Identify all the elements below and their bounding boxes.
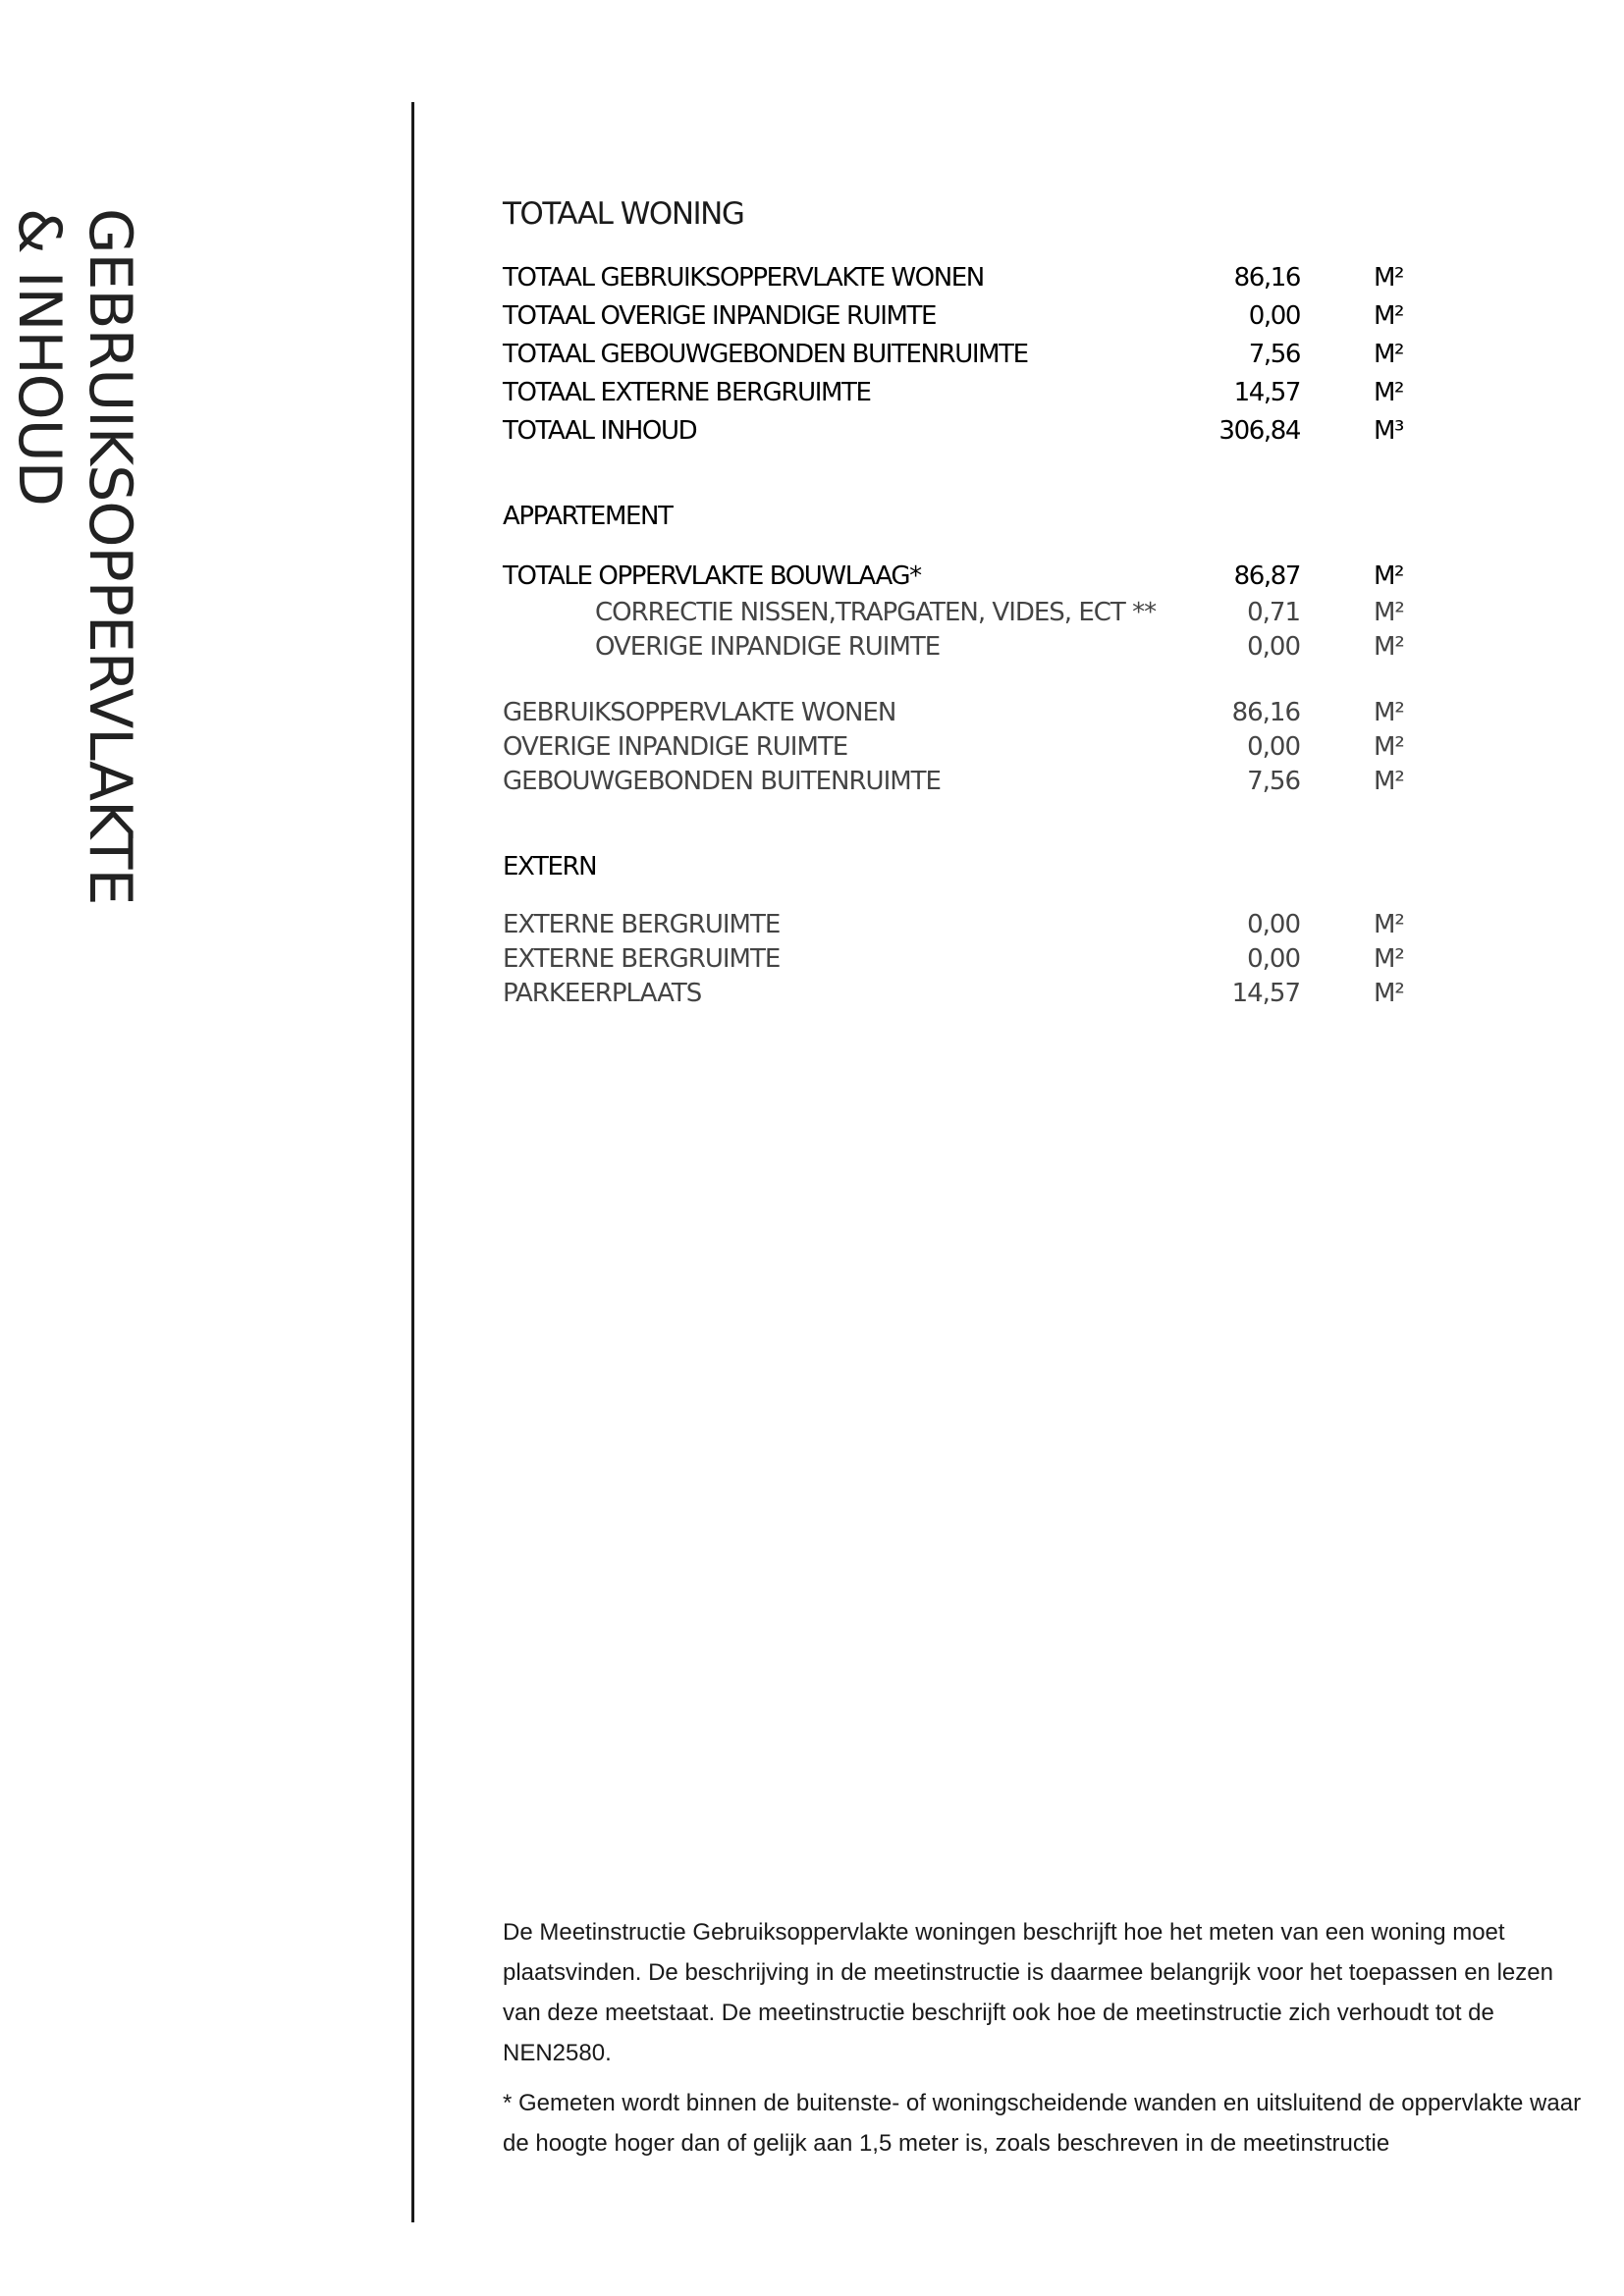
row-unit: M² — [1374, 732, 1404, 762]
table-row — [503, 696, 1406, 730]
row-label: EXTERNE BERGRUIMTE — [503, 944, 781, 974]
row-label: GEBOUWGEBONDEN BUITENRUIMTE — [503, 767, 941, 796]
note-meetinstructie: De Meetinstructie Gebruiksoppervlakte woningen beschrijft hoe het meten van een woning moet plaatsvinden. De beschrijving in de meetinstructie is daarmee belangrijk voor het toepassen en lezen van deze meetstaat. De meetinstructie beschrijft ook hoe de meetinstructie zich verhoudt tot de NEN2580. — [503, 1919, 1553, 2066]
side-title-line-2: & INHOUD — [5, 208, 74, 506]
vertical-divider — [411, 102, 414, 2222]
row-label: OVERIGE INPANDIGE RUIMTE — [595, 632, 941, 662]
row-label: TOTALE OPPERVLAKTE BOUWLAAG* — [503, 561, 921, 591]
correction-row — [503, 596, 1406, 630]
table-row — [503, 336, 1406, 374]
correction-row — [503, 630, 1406, 665]
row-label: PARKEERPLAATS — [503, 979, 702, 1008]
row-unit: M² — [1374, 263, 1404, 293]
row-label: TOTAAL GEBRUIKSOPPERVLAKTE WONEN — [503, 263, 984, 293]
row-unit: M² — [1374, 598, 1404, 627]
table-row — [503, 908, 1406, 942]
row-unit: M² — [1374, 340, 1404, 369]
row-label: CORRECTIE NISSEN,TRAPGATEN, VIDES, ECT ** — [595, 598, 1157, 627]
bouwlaag-row — [503, 558, 1406, 596]
row-value: 7,56 — [1247, 767, 1300, 796]
totaal-heading: TOTAAL WONING — [503, 196, 744, 232]
row-label: TOTAAL OVERIGE INPANDIGE RUIMTE — [503, 301, 937, 331]
row-value: 86,87 — [1233, 561, 1300, 591]
side-title — [4, 208, 145, 904]
totaal-table — [503, 259, 1406, 451]
row-value: 0,00 — [1247, 910, 1300, 939]
row-unit: M² — [1374, 767, 1404, 796]
row-value: 86,16 — [1233, 263, 1300, 293]
extern-heading-row — [503, 848, 1406, 886]
row-value: 0,00 — [1247, 944, 1300, 974]
row-unit: M² — [1374, 979, 1404, 1008]
row-value: 0,71 — [1247, 598, 1300, 627]
row-label: OVERIGE INPANDIGE RUIMTE — [503, 732, 848, 762]
side-title-line-1: GEBRUIKSOPPERVLAKTE — [76, 208, 144, 905]
row-value: 306,84 — [1218, 416, 1300, 446]
row-label: TOTAAL INHOUD — [503, 416, 697, 446]
row-unit: M² — [1374, 944, 1404, 974]
row-value: 0,00 — [1247, 632, 1300, 662]
row-unit: M² — [1374, 378, 1404, 407]
row-unit: M² — [1374, 698, 1404, 727]
row-label: GEBRUIKSOPPERVLAKTE WONEN — [503, 698, 896, 727]
row-value: 86,16 — [1231, 698, 1300, 727]
row-label: TOTAAL GEBOUWGEBONDEN BUITENRUIMTE — [503, 340, 1028, 369]
row-unit: M² — [1374, 632, 1404, 662]
row-unit: M³ — [1374, 416, 1404, 446]
row-value: 7,56 — [1248, 340, 1300, 369]
table-row — [503, 730, 1406, 765]
table-row — [503, 297, 1406, 336]
appartement-heading-row — [503, 498, 1406, 536]
table-row — [503, 374, 1406, 412]
table-row — [503, 765, 1406, 799]
row-label: TOTAAL EXTERNE BERGRUIMTE — [503, 378, 871, 407]
row-value: 14,57 — [1233, 378, 1300, 407]
measurement-content — [503, 196, 1406, 1011]
appartement-heading: APPARTEMENT — [503, 502, 673, 531]
note-footnote: * Gemeten wordt binnen de buitenste- of woningscheidende wanden en uitsluitend de oppervlakte waar de hoogte hoger dan of gelijk aan 1,5 meter is, zoals beschreven in de meetinstructie — [503, 2090, 1582, 2157]
table-row — [503, 942, 1406, 977]
row-unit: M² — [1374, 910, 1404, 939]
table-row — [503, 977, 1406, 1011]
row-unit: M² — [1374, 301, 1404, 331]
extern-heading: EXTERN — [503, 852, 597, 881]
notes — [503, 1912, 1593, 2173]
row-value: 0,00 — [1247, 732, 1300, 762]
row-unit: M² — [1374, 561, 1404, 591]
row-value: 14,57 — [1231, 979, 1300, 1008]
row-label: EXTERNE BERGRUIMTE — [503, 910, 781, 939]
table-row — [503, 259, 1406, 297]
table-row — [503, 412, 1406, 451]
row-value: 0,00 — [1248, 301, 1300, 331]
